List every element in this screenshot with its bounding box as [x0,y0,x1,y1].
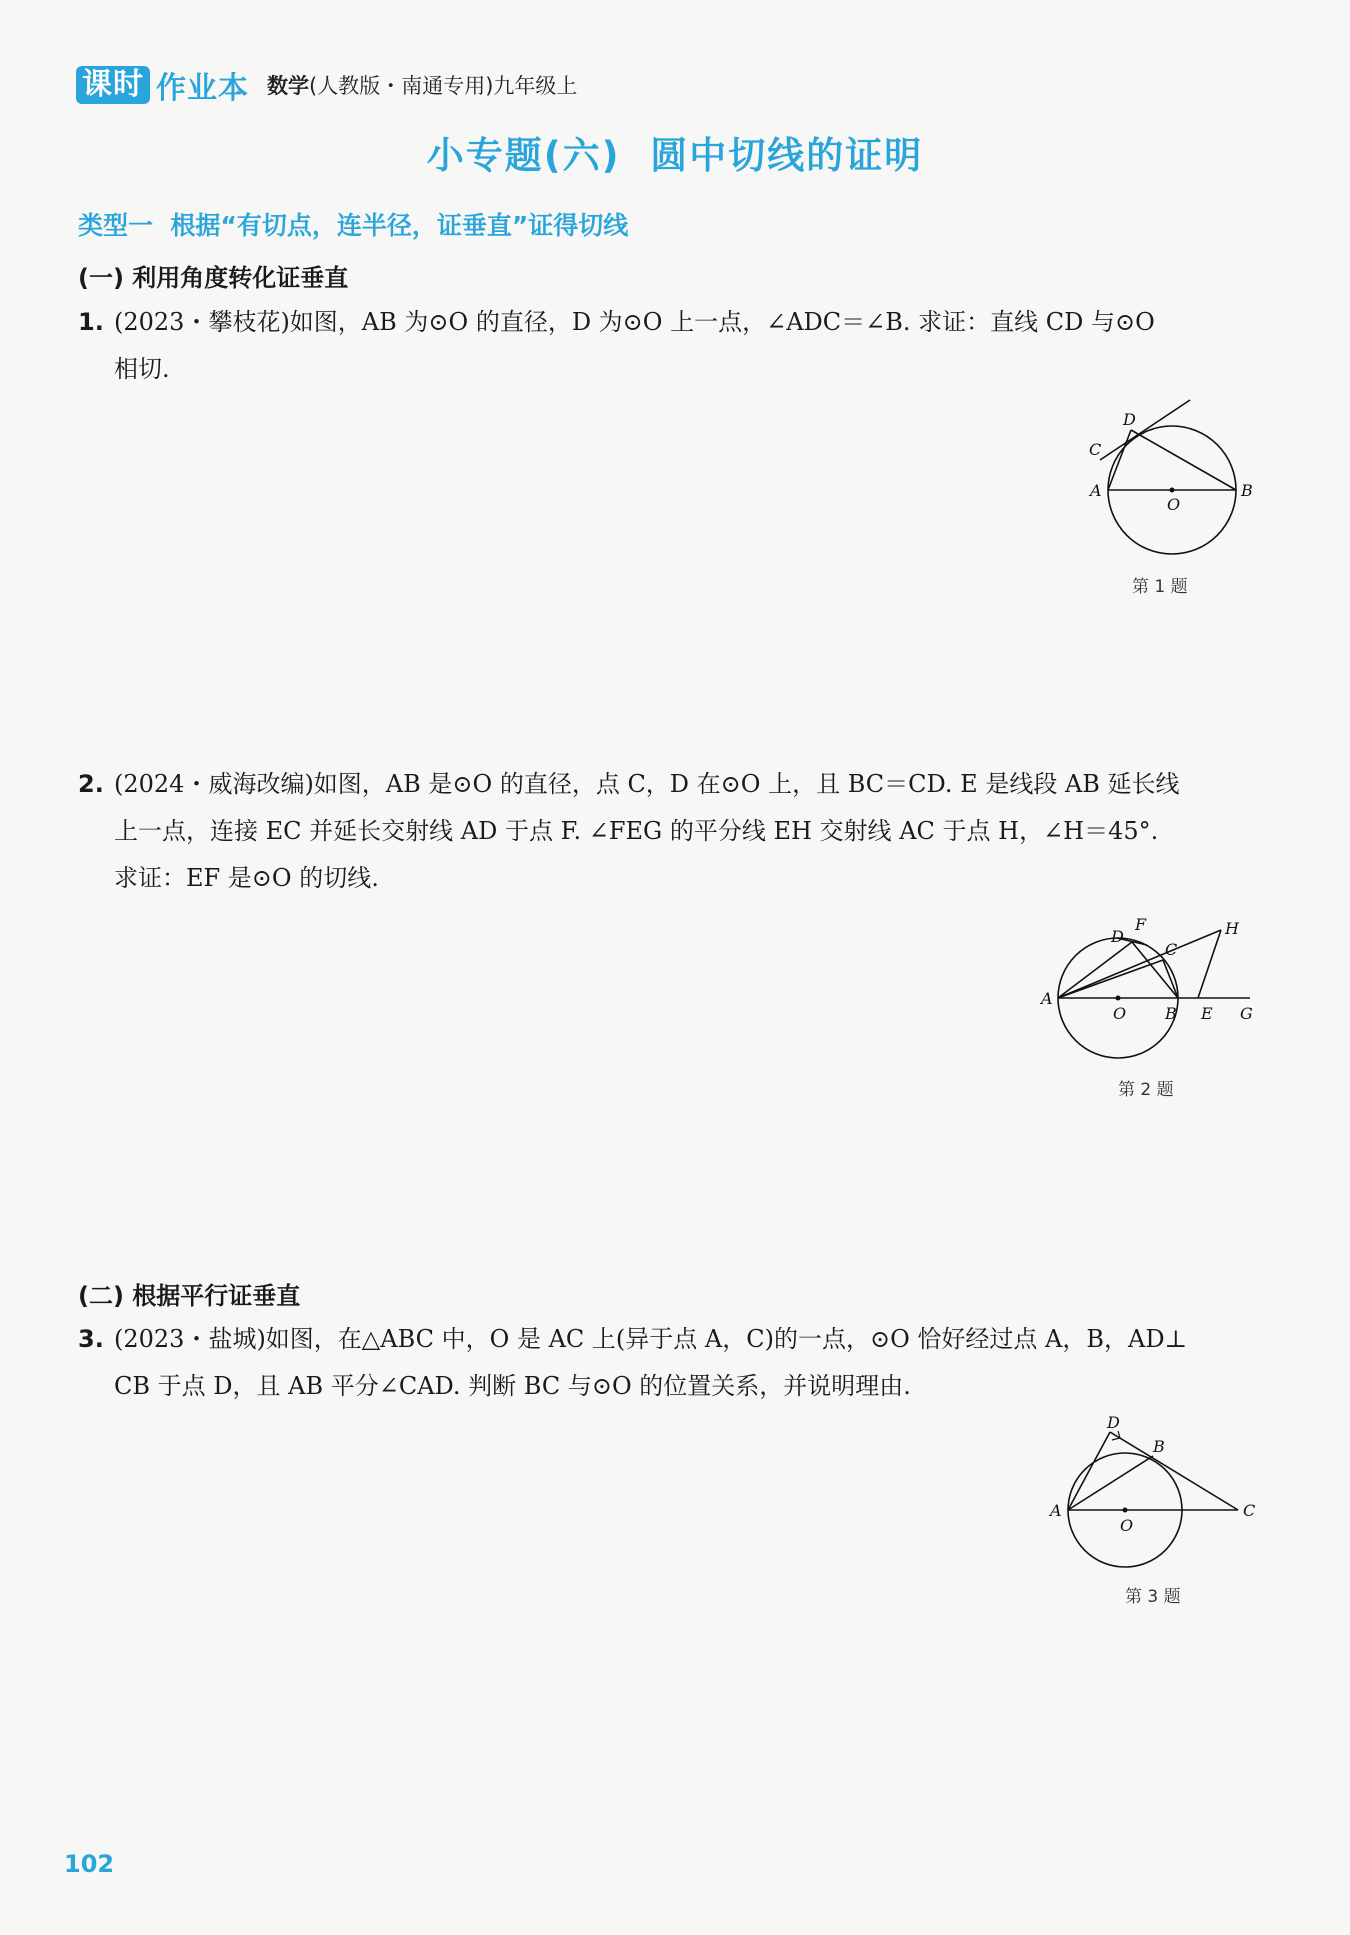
problem-text-line: (2023・攀枝花)如图，AB 为⊙O 的直径，D 为⊙O 上一点，∠ADC＝∠B. 求证：直线 CD 与⊙O [114,308,1155,336]
book-edition: (人教版・南通专用)九年级上 [309,74,578,98]
point-label-h: H [1225,919,1239,938]
point-label-a: A [1050,1501,1062,1520]
page-number: 102 [64,1850,115,1878]
type-heading: 类型一 根据“有切点，连半径，证垂直”证得切线 [78,211,629,240]
point-label-d: D [1111,927,1124,946]
point-label-o: O [1120,1516,1134,1535]
problem-number: 1. [78,308,104,336]
section-heading-2: (二) 根据平行证垂直 [78,1282,301,1310]
topic-title: 小专题(六) 圆中切线的证明 [426,134,924,177]
point-label-o: O [1167,495,1181,514]
problem-1 [78,299,1258,393]
problem-number: 2. [78,770,104,798]
problem-text-line: CB 于点 D，且 AB 平分∠CAD. 判断 BC 与⊙O 的位置关系，并说明理由. [114,1372,911,1400]
point-label-b: B [1153,1437,1165,1456]
point-label-b: B [1241,481,1253,500]
point-label-c: C [1165,940,1178,959]
point-label-o: O [1113,1004,1127,1023]
problem-text-line: (2024・威海改编)如图，AB 是⊙O 的直径，点 C，D 在⊙O 上，且 BC＝CD. E 是线段 AB 延长线 [114,770,1180,798]
point-label-d: D [1123,410,1136,429]
point-label-a: A [1090,481,1102,500]
figure-1 [1068,400,1268,560]
problem-text-line: (2023・盐城)如图，在△ABC 中，O 是 AC 上(异于点 A，C)的一点，⊙O 恰好经过点 A，B，AD⊥ [114,1325,1188,1353]
problem-3 [78,1316,1258,1410]
figure-caption: 第 3 题 [1125,1587,1181,1607]
book-header [76,62,577,108]
book-info [267,70,577,100]
point-label-e: E [1201,1004,1213,1023]
problem-text-line: 相切. [114,355,170,383]
problem-text-line: 求证：EF 是⊙O 的切线. [114,864,379,892]
point-label-f: F [1135,915,1147,934]
point-label-d: D [1107,1413,1120,1432]
problem-number: 3. [78,1325,104,1353]
point-label-b: B [1165,1004,1177,1023]
figure-2 [1035,902,1260,1062]
point-label-a: A [1041,989,1053,1008]
point-label-c: C [1089,440,1102,459]
book-subject: 数学 [267,74,309,98]
figure-caption: 第 1 题 [1132,577,1188,597]
figure-caption: 第 2 题 [1118,1080,1174,1100]
section-heading-1: (一) 利用角度转化证垂直 [78,264,349,292]
point-label-c: C [1243,1501,1256,1520]
point-label-g: G [1240,1004,1253,1023]
logo-text: 作业本 [156,71,249,106]
problem-2 [78,761,1258,902]
figure-3 [1040,1412,1256,1572]
logo-badge: 课时 [76,66,150,104]
problem-text-line: 上一点，连接 EC 并延长交射线 AD 于点 F. ∠FEG 的平分线 EH 交射线 AC 于点 H，∠H＝45°. [114,817,1159,845]
